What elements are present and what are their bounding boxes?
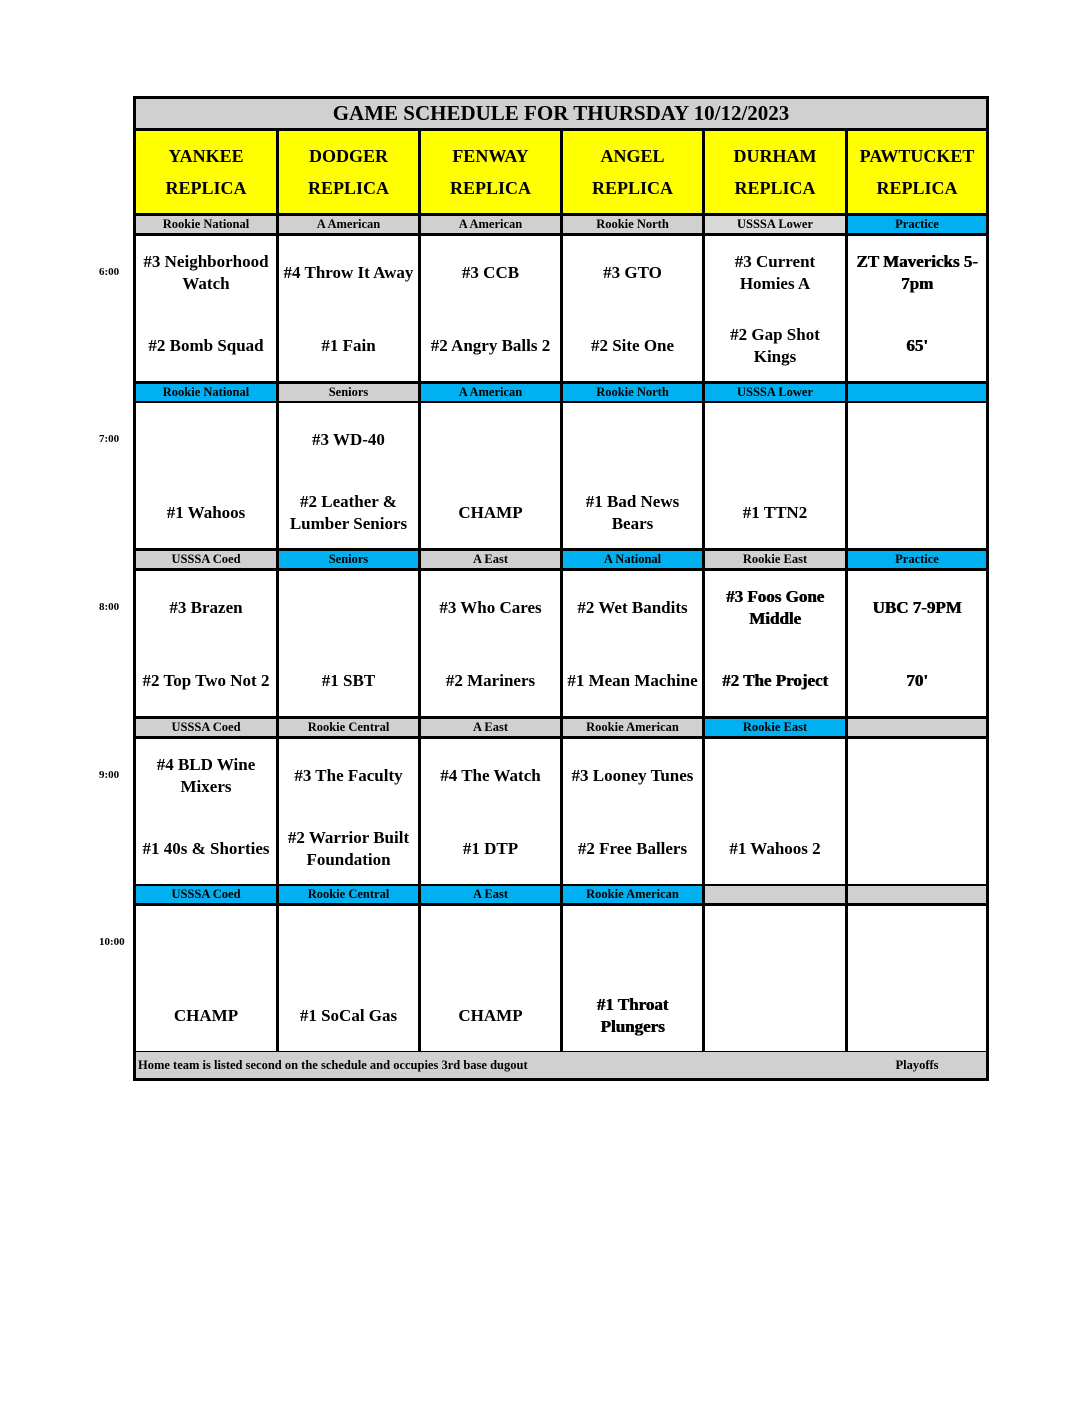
division-label (848, 886, 986, 903)
division-label: Rookie Central (279, 886, 418, 903)
division-label: Practice (848, 216, 986, 233)
home-team: #1 Fain (321, 335, 376, 355)
game-cell (421, 739, 560, 884)
home-team: #2 Gap Shot Kings (730, 324, 820, 366)
field-name: DODGER (308, 146, 388, 166)
game-cell (563, 403, 702, 548)
away-team: #3 Looney Tunes (571, 765, 694, 785)
game-cell (563, 571, 702, 716)
field-name: ANGEL (600, 146, 665, 166)
home-team: #2 Mariners (445, 670, 536, 690)
division-label: A American (421, 216, 560, 233)
home-team: #1 TTN2 (742, 502, 808, 522)
game-cell (705, 403, 845, 548)
away-team: #3 The Faculty (294, 765, 403, 785)
home-team: #1 SoCal Gas (299, 1005, 398, 1025)
time-label: 10:00 (99, 936, 125, 948)
away-team (279, 906, 418, 979)
away-team: #3 Who Cares (439, 597, 542, 617)
division-label: Rookie National (136, 216, 276, 233)
division-label: USSSA Coed (136, 719, 276, 736)
division-label: Seniors (279, 551, 418, 568)
away-team (136, 403, 276, 476)
division-label: Seniors (279, 384, 418, 401)
away-team: #3 Neighborhood Watch (143, 251, 269, 293)
home-team (848, 979, 986, 1052)
game-cell (279, 739, 418, 884)
playoffs-label: Playoffs (895, 1057, 939, 1072)
home-team: #2 Free Ballers (577, 838, 688, 858)
away-team: #3 Foos Gone Middle (725, 586, 825, 628)
away-team (563, 906, 702, 979)
field-name: YANKEE (168, 146, 244, 166)
away-team (421, 906, 560, 979)
away-team (848, 739, 986, 812)
division-label: USSSA Coed (136, 886, 276, 903)
away-team (136, 906, 276, 979)
away-team (705, 403, 845, 476)
home-team: #1 Bad News Bears (585, 491, 680, 533)
game-cell (136, 236, 276, 381)
division-label: Rookie National (136, 384, 276, 401)
home-team: CHAMP (458, 1005, 523, 1025)
time-label: 7:00 (99, 433, 120, 445)
field-subtitle: REPLICA (165, 178, 247, 198)
time-label: 9:00 (99, 769, 120, 781)
home-team: 65' (906, 335, 928, 355)
home-team: #1 SBT (321, 670, 376, 690)
schedule-table (133, 96, 989, 1081)
field-name: DURHAM (733, 146, 817, 166)
division-label: A American (279, 216, 418, 233)
away-team: #3 CCB (461, 262, 520, 282)
away-team (848, 906, 986, 979)
division-label: Rookie American (563, 719, 702, 736)
division-label: A East (421, 886, 560, 903)
away-team (279, 571, 418, 644)
game-cell (563, 739, 702, 884)
home-team: #2 Top Two Not 2 (142, 670, 270, 690)
away-team: UBC 7-9PM (872, 597, 962, 617)
away-team (421, 403, 560, 476)
home-team: #2 The Project (721, 670, 829, 690)
division-label: Rookie Central (279, 719, 418, 736)
home-team (848, 812, 986, 885)
away-team: #3 GTO (603, 262, 662, 282)
field-header-yankee (136, 131, 276, 213)
game-cell (848, 906, 986, 1051)
away-team: #3 Brazen (169, 597, 243, 617)
division-label (848, 719, 986, 736)
game-cell (705, 571, 845, 716)
division-label: Rookie American (563, 886, 702, 903)
field-header-dodger (279, 131, 418, 213)
away-team: ZT Mavericks 5-7pm (856, 251, 978, 293)
field-header-pawtucket (848, 131, 986, 213)
home-team: CHAMP (458, 502, 523, 522)
away-team: #2 Wet Bandits (577, 597, 688, 617)
division-label: A East (421, 719, 560, 736)
home-team (705, 979, 845, 1052)
home-team: #1 Mean Machine (567, 670, 698, 690)
home-team: #2 Leather & Lumber Seniors (289, 491, 408, 533)
game-cell (848, 739, 986, 884)
division-label: Rookie North (563, 216, 702, 233)
home-team: CHAMP (173, 1005, 239, 1025)
game-cell (705, 236, 845, 381)
division-label: A National (563, 551, 702, 568)
division-label: Practice (848, 551, 986, 568)
division-label: Rookie East (705, 719, 845, 736)
away-team: #4 Throw It Away (283, 262, 414, 282)
home-team: #2 Angry Balls 2 (430, 335, 551, 355)
game-cell (848, 571, 986, 716)
field-header-durham (705, 131, 845, 213)
away-team (705, 739, 845, 812)
game-cell (279, 906, 418, 1051)
game-cell (421, 571, 560, 716)
home-team (848, 476, 986, 549)
game-cell (563, 236, 702, 381)
home-team-note: Home team is listed second on the schedule and occupies 3rd base dugout (138, 1057, 528, 1072)
away-team (563, 403, 702, 476)
game-cell (421, 236, 560, 381)
division-label: Rookie North (563, 384, 702, 401)
schedule-title: GAME SCHEDULE FOR THURSDAY 10/12/2023 (136, 99, 986, 128)
field-header-angel (563, 131, 702, 213)
game-cell (705, 906, 845, 1051)
home-team: #1 Throat Plungers (596, 994, 669, 1036)
division-label: A American (421, 384, 560, 401)
field-name: FENWAY (452, 146, 529, 166)
home-team: 70' (906, 670, 928, 690)
field-subtitle: REPLICA (876, 178, 958, 198)
game-cell (279, 571, 418, 716)
game-cell (279, 403, 418, 548)
home-team: #2 Bomb Squad (148, 335, 264, 355)
game-cell (848, 403, 986, 548)
field-name: PAWTUCKET (859, 146, 975, 166)
table-footer (136, 1052, 986, 1078)
game-cell (848, 236, 986, 381)
home-team: #2 Site One (590, 335, 675, 355)
home-team: #1 Wahoos 2 (729, 838, 821, 858)
home-team: #1 DTP (462, 838, 519, 858)
division-label: USSSA Lower (705, 384, 845, 401)
field-subtitle: REPLICA (734, 178, 816, 198)
field-header-fenway (421, 131, 560, 213)
division-label: USSSA Coed (136, 551, 276, 568)
away-team (705, 906, 845, 979)
game-cell (563, 906, 702, 1051)
time-label: 6:00 (99, 266, 120, 278)
field-subtitle: REPLICA (307, 178, 389, 198)
home-team: #1 Wahoos (166, 502, 246, 522)
division-label: Rookie East (705, 551, 845, 568)
game-cell (136, 906, 276, 1051)
home-team: #1 40s & Shorties (142, 838, 270, 858)
game-cell (705, 739, 845, 884)
division-label (705, 886, 845, 903)
division-label: A East (421, 551, 560, 568)
game-cell (279, 236, 418, 381)
away-team: #3 Current Homies A (734, 251, 816, 293)
game-cell (136, 739, 276, 884)
home-team: #2 Warrior Built Foundation (287, 827, 410, 869)
field-subtitle: REPLICA (449, 178, 531, 198)
away-team: #3 WD-40 (312, 429, 385, 449)
field-subtitle: REPLICA (591, 178, 673, 198)
away-team: #4 The Watch (440, 765, 541, 785)
time-label: 8:00 (99, 601, 120, 613)
away-team: #4 BLD Wine Mixers (156, 754, 256, 796)
division-label (848, 384, 986, 401)
division-label: USSSA Lower (705, 216, 845, 233)
game-cell (421, 403, 560, 548)
game-cell (421, 906, 560, 1051)
game-cell (136, 403, 276, 548)
away-team (848, 403, 986, 476)
game-cell (136, 571, 276, 716)
